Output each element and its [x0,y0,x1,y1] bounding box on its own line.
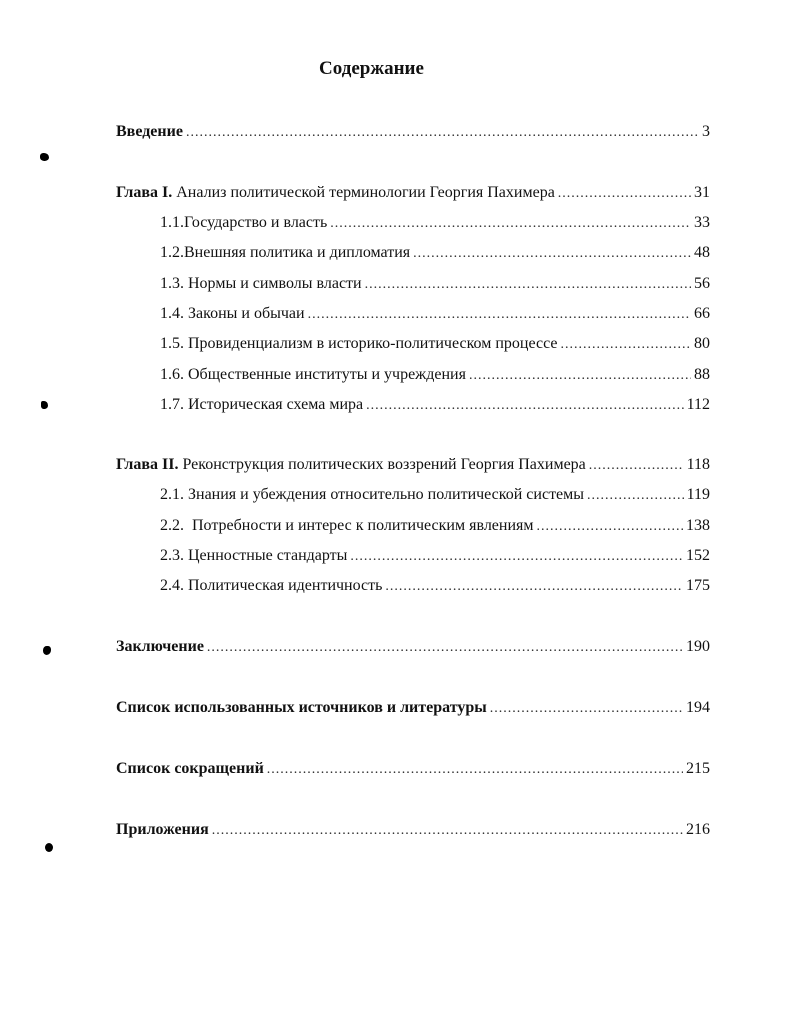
toc-entry-section-1-4[interactable] [160,303,710,325]
dot-leader [413,243,691,265]
toc-entry-label: Реконструкция политических воззрений Георгия Пахимера [182,456,586,473]
chapter-number: Глава I. [116,184,173,201]
toc-entry-label: Введение [116,123,183,140]
punch-hole-mark [40,153,49,161]
toc-entry-label: 1.3. Нормы и символы власти [160,275,362,292]
toc-entry-conclusion[interactable] [116,636,710,658]
toc-entry-page: 119 [686,486,710,503]
toc-entry-label: 2.2. Потребности и интерес к политическим явлениям [160,517,534,534]
dot-leader [469,365,691,387]
chapter-number: Глава II. [116,456,179,473]
toc-entry-label: 2.1. Знания и убеждения относительно политической системы [160,486,585,503]
toc-entry-label: 2.4. Политическая идентичность [160,577,383,594]
toc-entry-page: 56 [694,275,710,292]
toc-entry-label: Список использованных источников и литературы [116,699,487,716]
toc-entry-sources[interactable] [116,697,710,719]
dot-leader [558,183,691,205]
toc-entry-section-1-7[interactable] [160,394,710,416]
dot-leader [587,485,684,507]
toc-entry-label: Заключение [116,638,204,655]
toc-entry-page: 33 [694,214,710,231]
toc-entry-page: 138 [686,517,710,534]
dot-leader [207,637,683,659]
toc-entry-page: 215 [686,760,710,777]
toc-entry-page: 88 [694,366,710,383]
dot-leader [267,759,683,781]
toc-entry-label: Приложения [116,821,209,838]
dot-leader [490,698,683,720]
toc-entry-section-1-6[interactable] [160,364,710,386]
toc-entry-page: 3 [702,123,710,140]
toc-entry-section-2-4[interactable] [160,575,710,597]
punch-hole-mark [45,843,53,852]
dot-leader [308,304,691,326]
dot-leader [560,334,691,356]
toc-entry-section-2-2[interactable] [160,515,710,537]
toc-entry-page: 152 [686,547,710,564]
toc-entry-label: Список сокращений [116,760,264,777]
toc-entry-section-1-5[interactable] [160,333,710,355]
dot-leader [366,395,683,417]
page-title: Содержание [319,58,424,79]
toc-entry-chapter-1[interactable] [116,182,710,204]
dot-leader [212,820,683,842]
toc-entry-section-2-1[interactable] [160,484,710,506]
toc-entry-page: 190 [686,638,710,655]
toc-entry-label: 1.5. Провиденциализм в историко-политическом процессе [160,335,558,352]
punch-hole-mark [41,401,48,409]
toc-entry-label: 2.3. Ценностные стандарты [160,547,348,564]
toc-entry-label: 1.2.Внешняя политика и дипломатия [160,244,411,261]
dot-leader [186,122,699,144]
toc-entry-label: 1.4. Законы и обычаи [160,305,305,322]
toc-entry-page: 175 [686,577,710,594]
toc-entry-page: 80 [694,335,710,352]
toc-entry-section-1-1[interactable] [160,212,710,234]
toc-entry-abbreviations[interactable] [116,758,710,780]
dot-leader [385,576,683,598]
toc-entry-label: 1.1.Государство и власть [160,214,328,231]
toc-entry-section-1-2[interactable] [160,242,710,264]
toc-entry-appendices[interactable] [116,819,710,841]
toc-entry-page: 66 [694,305,710,322]
toc-entry-label: 1.6. Общественные институты и учреждения [160,366,466,383]
toc-entry-page: 118 [686,456,710,473]
dot-leader [365,274,691,296]
toc-entry-page: 216 [686,821,710,838]
toc-entry-section-2-3[interactable] [160,545,710,567]
toc-entry-label: 1.7. Историческая схема мира [160,396,364,413]
dot-leader [330,213,691,235]
toc-entry-page: 112 [686,396,710,413]
toc-entry-intro[interactable] [116,121,710,143]
dot-leader [589,455,684,477]
toc-entry-section-1-3[interactable] [160,273,710,295]
toc-entry-chapter-2[interactable] [116,454,710,476]
dot-leader [537,516,683,538]
toc-entry-page: 31 [694,184,710,201]
toc-entry-label: Анализ политической терминологии Георгия Пахимера [176,184,555,201]
toc-entry-page: 48 [694,244,710,261]
toc-entry-page: 194 [686,699,710,716]
dot-leader [350,546,683,568]
